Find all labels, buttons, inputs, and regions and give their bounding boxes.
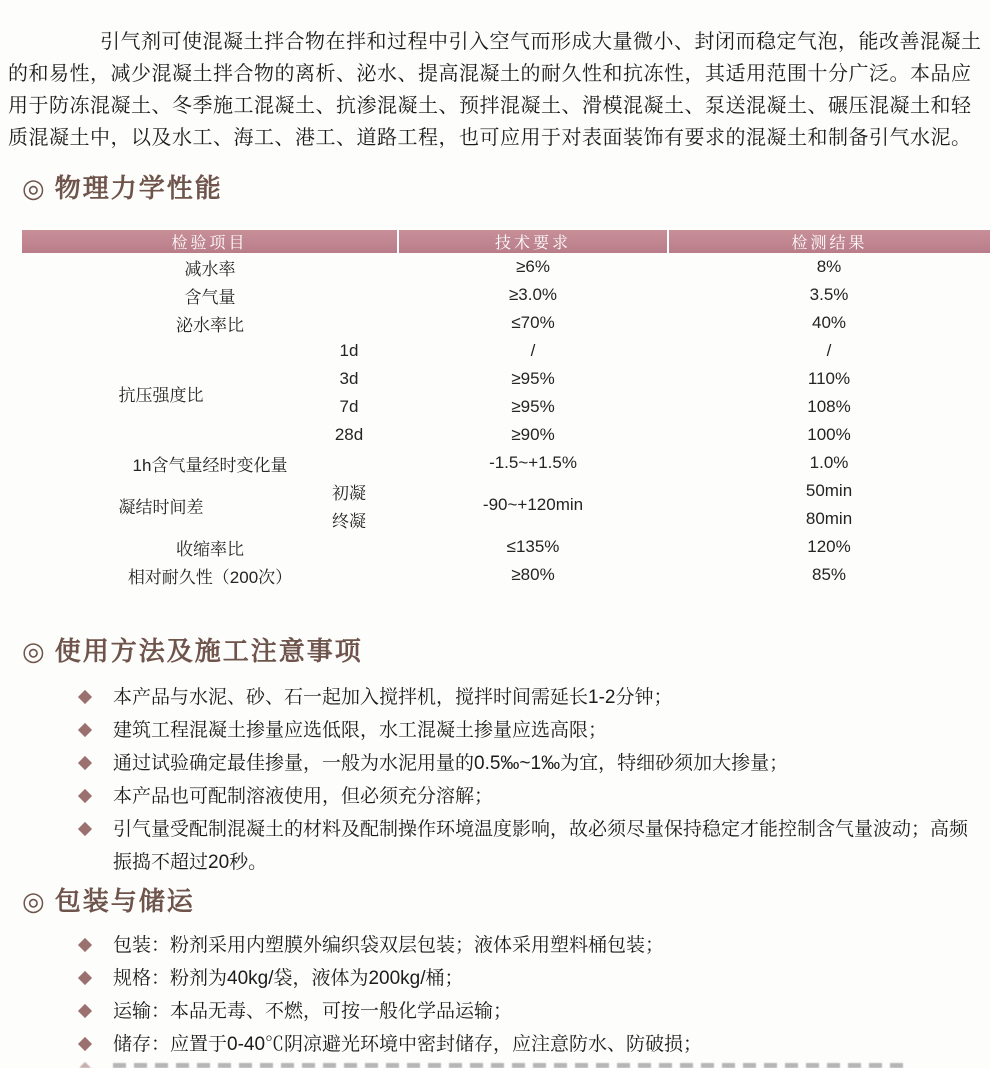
list-item-text: 本产品与水泥、砂、石一起加入搅拌机，搅拌时间需延长1-2分钟； bbox=[113, 687, 673, 708]
cell-result: 40% bbox=[812, 313, 847, 332]
section-title-text: 物理力学性能 bbox=[54, 173, 223, 203]
cell-result: 1.0% bbox=[809, 453, 849, 472]
col-header-inspection-item: 检验项目 bbox=[22, 230, 398, 253]
list-item-text: 建筑工程混凝土掺量应选低限，水工混凝土掺量应选高限； bbox=[113, 720, 608, 741]
cell-requirement: ≥80% bbox=[511, 565, 555, 584]
cell-requirement: ≥95% bbox=[511, 397, 555, 416]
cell-age: 28d bbox=[334, 425, 364, 444]
cell-requirement: ≥95% bbox=[511, 369, 555, 388]
diamond-bullet-icon bbox=[78, 1037, 92, 1051]
packaging-list bbox=[0, 929, 990, 1061]
section-title-text: 使用方法及施工注意事项 bbox=[54, 636, 363, 666]
cell-result: 85% bbox=[812, 565, 847, 584]
section-marker-icon: ◎ bbox=[22, 173, 47, 203]
row-air-content bbox=[22, 281, 990, 309]
cell-requirement: ≤135% bbox=[506, 537, 560, 556]
cell-item: 收缩率比 bbox=[176, 539, 244, 559]
cell-requirement: ≤70% bbox=[511, 313, 555, 332]
section-title-physical-properties bbox=[22, 172, 990, 204]
cell-item: 抗压强度比 bbox=[118, 385, 204, 405]
cell-result: 8% bbox=[816, 257, 842, 276]
cell-item: 减水率 bbox=[184, 259, 236, 279]
cell-item: 相对耐久性（200次） bbox=[127, 567, 293, 587]
list-item-text: 运输：本品无毒、不燃，可按一般化学品运输； bbox=[113, 1001, 513, 1022]
cell-requirement: / bbox=[530, 341, 536, 360]
diamond-bullet-icon bbox=[78, 1004, 92, 1018]
row-shrinkage-ratio bbox=[22, 533, 990, 561]
cell-age: 3d bbox=[339, 369, 359, 388]
list-item bbox=[0, 780, 990, 813]
section-title-text: 包装与储运 bbox=[54, 886, 195, 916]
diamond-bullet-icon bbox=[78, 756, 92, 770]
cell-requirement: -90~+120min bbox=[482, 495, 584, 514]
cell-item: 泌水率比 bbox=[176, 315, 244, 335]
intro-paragraph: 引气剂可使混凝土拌合物在拌和过程中引入空气而形成大量微小、封闭而稳定气泡，能改善混凝土的和易性，减少混凝土拌合物的离析、泌水、提高混凝土的耐久性和抗冻性，其适用范围十分广泛。本品应用于防冻混凝土、冬季施工混凝土、抗渗混凝土、预拌混凝土、滑模混凝土、泵送混凝土、碾压混凝土和轻质混凝土中，以及水工、海工、港工、道路工程，也可应用于对表面装饰有要求的混凝土和制备引气水泥。 bbox=[8, 31, 982, 149]
cell-result: 80min bbox=[805, 509, 853, 528]
section-title-packaging-storage bbox=[22, 885, 990, 917]
row-air-content-change-1h bbox=[22, 449, 990, 477]
list-item bbox=[0, 813, 990, 879]
cell-requirement: ≥3.0% bbox=[508, 285, 558, 304]
col-header-technical-requirement: 技术要求 bbox=[398, 230, 668, 253]
list-item bbox=[0, 714, 990, 747]
cell-result: 3.5% bbox=[809, 285, 849, 304]
row-compressive-strength-1d bbox=[22, 337, 990, 365]
cell-result: 108% bbox=[807, 397, 851, 416]
cell-age: 7d bbox=[339, 397, 359, 416]
list-item bbox=[0, 681, 990, 714]
cell-result: 50min bbox=[805, 481, 853, 500]
list-item bbox=[0, 929, 990, 962]
list-item bbox=[0, 747, 990, 780]
clipped-text-fragment bbox=[113, 1063, 903, 1068]
cell-requirement: -1.5~+1.5% bbox=[489, 453, 577, 472]
row-relative-durability bbox=[22, 561, 990, 589]
cell-result: / bbox=[826, 341, 832, 360]
performance-table bbox=[22, 230, 990, 589]
list-item bbox=[0, 962, 990, 995]
list-item-text: 通过试验确定最佳掺量，一般为水泥用量的0.5‰~1‰为宜，特细砂须加大掺量； bbox=[113, 753, 789, 774]
cell-requirement: ≥6% bbox=[516, 257, 550, 276]
cell-item: 1h含气量经时变化量 bbox=[132, 455, 288, 475]
cell-requirement: ≥90% bbox=[511, 425, 555, 444]
row-water-reducing-rate bbox=[22, 253, 990, 281]
list-item-text: 规格：粉剂为40kg/袋，液体为200kg/桶； bbox=[113, 968, 464, 989]
list-item bbox=[0, 995, 990, 1028]
diamond-bullet-icon bbox=[78, 690, 92, 704]
section-title-usage-notes bbox=[22, 635, 990, 667]
diamond-bullet-icon bbox=[78, 971, 92, 985]
row-setting-time-initial bbox=[22, 477, 990, 505]
section-marker-icon: ◎ bbox=[22, 636, 47, 666]
cell-result: 110% bbox=[807, 369, 851, 388]
diamond-bullet-icon bbox=[78, 789, 92, 803]
list-item bbox=[0, 1028, 990, 1061]
diamond-bullet-icon bbox=[78, 822, 92, 836]
cell-result: 120% bbox=[807, 537, 851, 556]
usage-list bbox=[0, 681, 990, 879]
section-marker-icon: ◎ bbox=[22, 886, 47, 916]
cell-age: 终凝 bbox=[332, 511, 366, 531]
cell-item: 含气量 bbox=[184, 287, 236, 307]
cell-age: 1d bbox=[339, 341, 359, 360]
cell-result: 100% bbox=[807, 425, 851, 444]
col-header-test-result: 检测结果 bbox=[668, 230, 990, 253]
cell-age: 初凝 bbox=[332, 483, 366, 503]
cell-item: 凝结时间差 bbox=[118, 497, 204, 517]
list-item-text: 引气量受配制混凝土的材料及配制操作环境温度影响，故必须尽量保持稳定才能控制含气量波动；高频振捣不超过20秒。 bbox=[113, 819, 969, 873]
row-bleeding-ratio bbox=[22, 309, 990, 337]
list-item-text: 储存：应置于0-40℃阴凉避光环境中密封储存，应注意防水、防破损； bbox=[113, 1034, 703, 1055]
list-item-text: 本产品也可配制溶液使用，但必须充分溶解； bbox=[113, 786, 494, 807]
list-item-text: 包装：粉剂采用内塑膜外编织袋双层包装；液体采用塑料桶包装； bbox=[113, 935, 665, 956]
table-header-row bbox=[22, 230, 990, 253]
diamond-bullet-icon bbox=[78, 938, 92, 952]
diamond-bullet-icon bbox=[78, 723, 92, 737]
